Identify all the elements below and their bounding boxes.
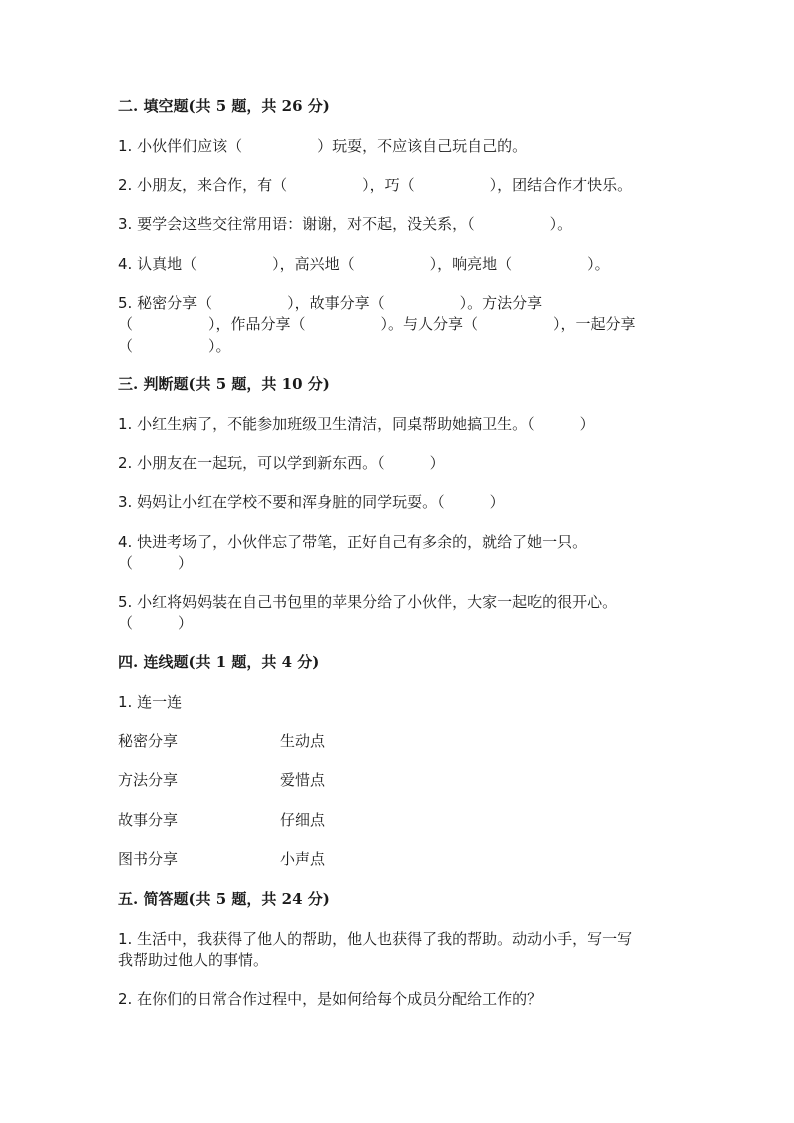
fill-question-5-line2: （ ），作品分享（ ）。与人分享（ ），一起分享 (118, 315, 636, 333)
fill-question-2: 2. 小朋友，来合作，有（ ），巧（ ），团结合作才快乐。 (118, 176, 633, 194)
matching-right-item: 小声点 (280, 850, 326, 868)
fill-question-4: 4. 认真地（ ），高兴地（ ），响亮地（ ）。 (118, 255, 610, 273)
judge-question-4-line2: （ ） (118, 554, 194, 572)
matching-right-item: 爱惜点 (280, 771, 326, 789)
fill-question-5-line3: （ ）。 (118, 337, 231, 355)
matching-right-item: 生动点 (280, 732, 326, 750)
matching-right-item: 仔细点 (280, 811, 326, 829)
judge-question-4-line1: 4. 快进考场了，小伙伴忘了带笔，正好自己有多余的，就给了她一只。 (118, 533, 588, 551)
fill-question-3: 3. 要学会这些交往常用语：谢谢，对不起，没关系，（ ）。 (118, 215, 573, 233)
judge-question-2: 2. 小朋友在一起玩，可以学到新东西。（ ） (118, 454, 445, 472)
matching-left-item: 图书分享 (118, 850, 179, 868)
short-answer-question-1-line2: 我帮助过他人的事情。 (118, 951, 269, 969)
short-answer-question-2: 2. 在你们的日常合作过程中，是如何给每个成员分配给工作的？ (118, 990, 543, 1008)
judge-question-1: 1. 小红生病了，不能参加班级卫生清洁，同桌帮助她搞卫生。（ ） (118, 415, 595, 433)
section-heading-matching: 四. 连线题(共 1 题，共 4 分) (118, 653, 320, 671)
judge-question-5-line2: （ ） (118, 614, 194, 632)
judge-question-5-line1: 5. 小红将妈妈装在自己书包里的苹果分给了小伙伴，大家一起吃的很开心。 (118, 593, 618, 611)
matching-left-item: 故事分享 (118, 811, 179, 829)
matching-question-1: 1. 连一连 (118, 693, 183, 711)
fill-question-5-line1: 5. 秘密分享（ ），故事分享（ ）。方法分享 (118, 294, 543, 312)
short-answer-question-1-line1: 1. 生活中，我获得了他人的帮助，他人也获得了我的帮助。动动小手，写一写 (118, 930, 633, 948)
section-heading-short-answer: 五. 简答题(共 5 题，共 24 分) (118, 890, 330, 908)
matching-left-item: 方法分享 (118, 771, 179, 789)
section-heading-fill-in: 二. 填空题(共 5 题，共 26 分) (118, 97, 330, 115)
fill-question-1: 1. 小伙伴们应该（ ）玩耍，不应该自己玩自己的。 (118, 137, 528, 155)
judge-question-3: 3. 妈妈让小红在学校不要和浑身脏的同学玩耍。（ ） (118, 493, 505, 511)
matching-left-item: 秘密分享 (118, 732, 179, 750)
section-heading-true-false: 三. 判断题(共 5 题，共 10 分) (118, 375, 330, 393)
